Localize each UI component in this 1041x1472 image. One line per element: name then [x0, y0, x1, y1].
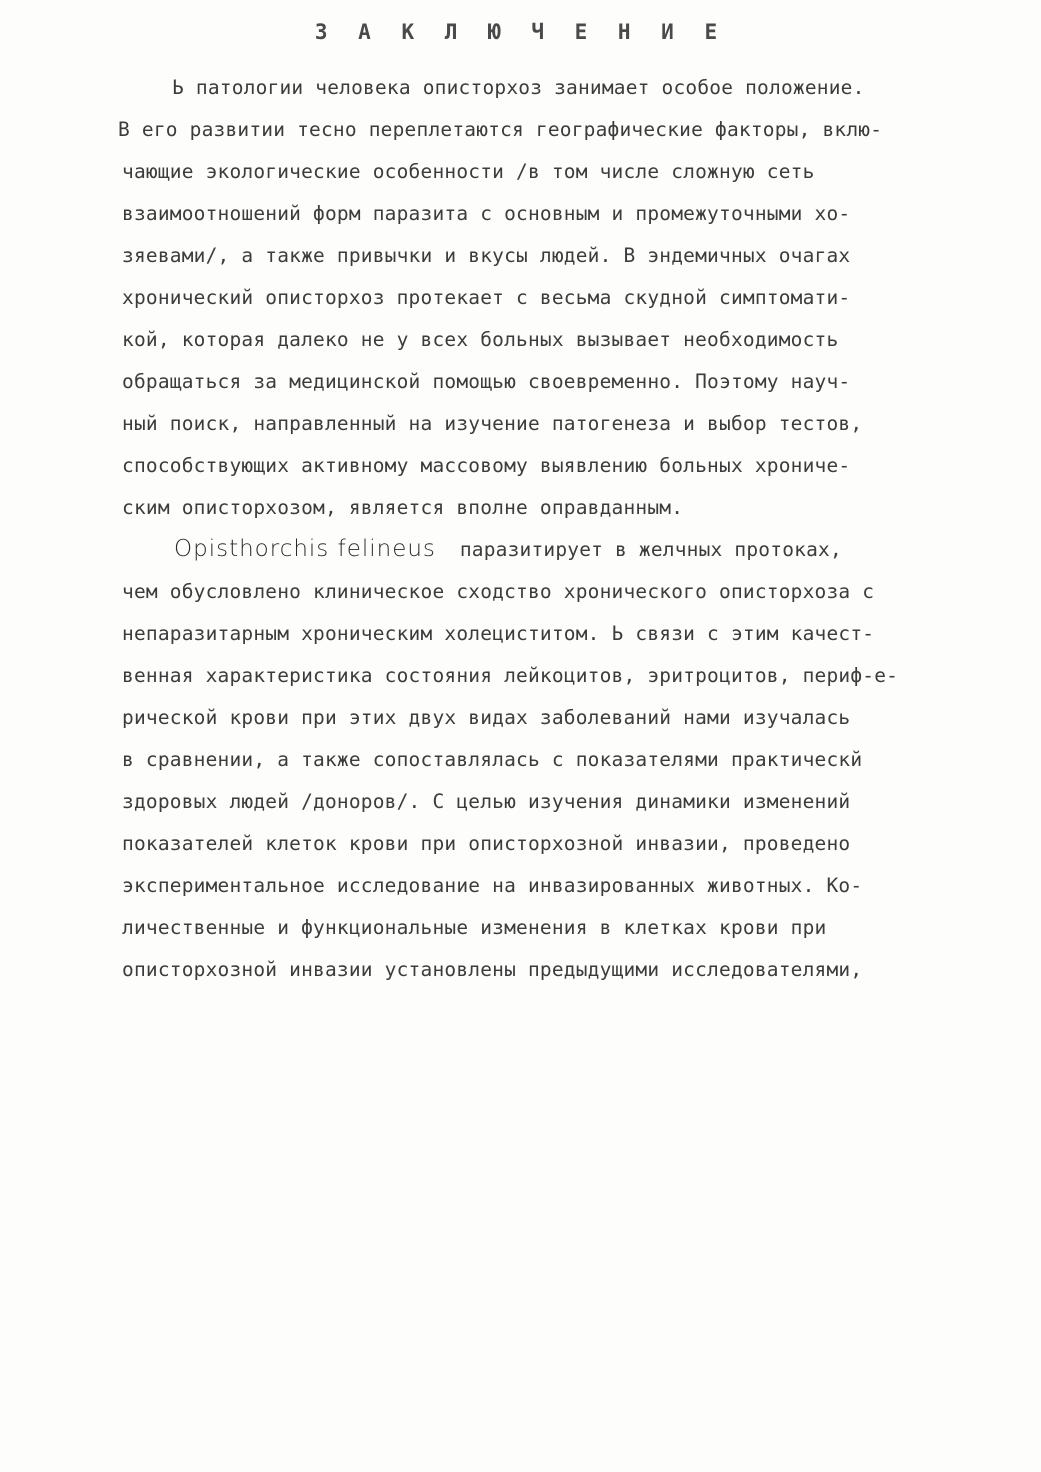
text-line: венная характеристика состояния лейкоцитов, эритроцитов, периф-е- [122, 664, 899, 687]
text-line: показателей клеток крови при описторхозной инвазии, проведено [122, 832, 851, 855]
text-line: описторхозной инвазии установлены предыдущими исследователями, [122, 958, 863, 981]
text-line: чем обусловлено клиническое сходство хронического описторхоза с [122, 580, 875, 603]
text-line: хронический описторхоз протекает с весьма скудной симптомати- [122, 286, 851, 309]
text-line: рической крови при этих двух видах заболеваний нами изучалась [122, 706, 851, 729]
text-line: экспериментальное исследование на инвазированных животных. Ко- [122, 874, 863, 897]
text-line: чающие экологические особенности /в том числе сложную сеть [122, 160, 815, 183]
text-line: личественные и функциональные изменения в клетках крови при [122, 916, 827, 939]
text-line: взаимоотношений форм паразита с основным и промежуточными хо- [122, 202, 851, 225]
text-line [174, 536, 842, 562]
text-line: Ь патологии человека описторхоз занимает особое положение. [172, 76, 865, 99]
text-line: способствующих активному массовому выявлению больных хрониче- [122, 454, 851, 477]
text-line: зяевами/, а также привычки и вкусы людей. В эндемичных очагах [122, 244, 851, 267]
text-line: ским описторхозом, является вполне оправданным. [122, 496, 684, 519]
text-line: ный поиск, направленный на изучение патогенеза и выбор тестов, [122, 412, 863, 435]
handwritten-term: Opisthorchis felineus [174, 536, 436, 562]
text-line: кой, которая далеко не у всех больных вызывает необходимость [122, 328, 839, 351]
text-line: непаразитарным хроническим холециститом. Ь связи с этим качест- [122, 622, 875, 645]
page-title: З А К Л Ю Ч Е Н И Е [314, 20, 727, 44]
text-line: здоровых людей /доноров/. С целью изучения динамики изменений [122, 790, 851, 813]
text-fragment: паразитирует в желчных протоках, [459, 538, 842, 561]
text-line: в сравнении, а также сопоставлялась с показателями практическй [122, 748, 863, 771]
text-line: В его развитии тесно переплетаются географические факторы, вклю- [118, 118, 883, 141]
text-line: обращаться за медицинской помощью своевременно. Поэтому науч- [122, 370, 851, 393]
